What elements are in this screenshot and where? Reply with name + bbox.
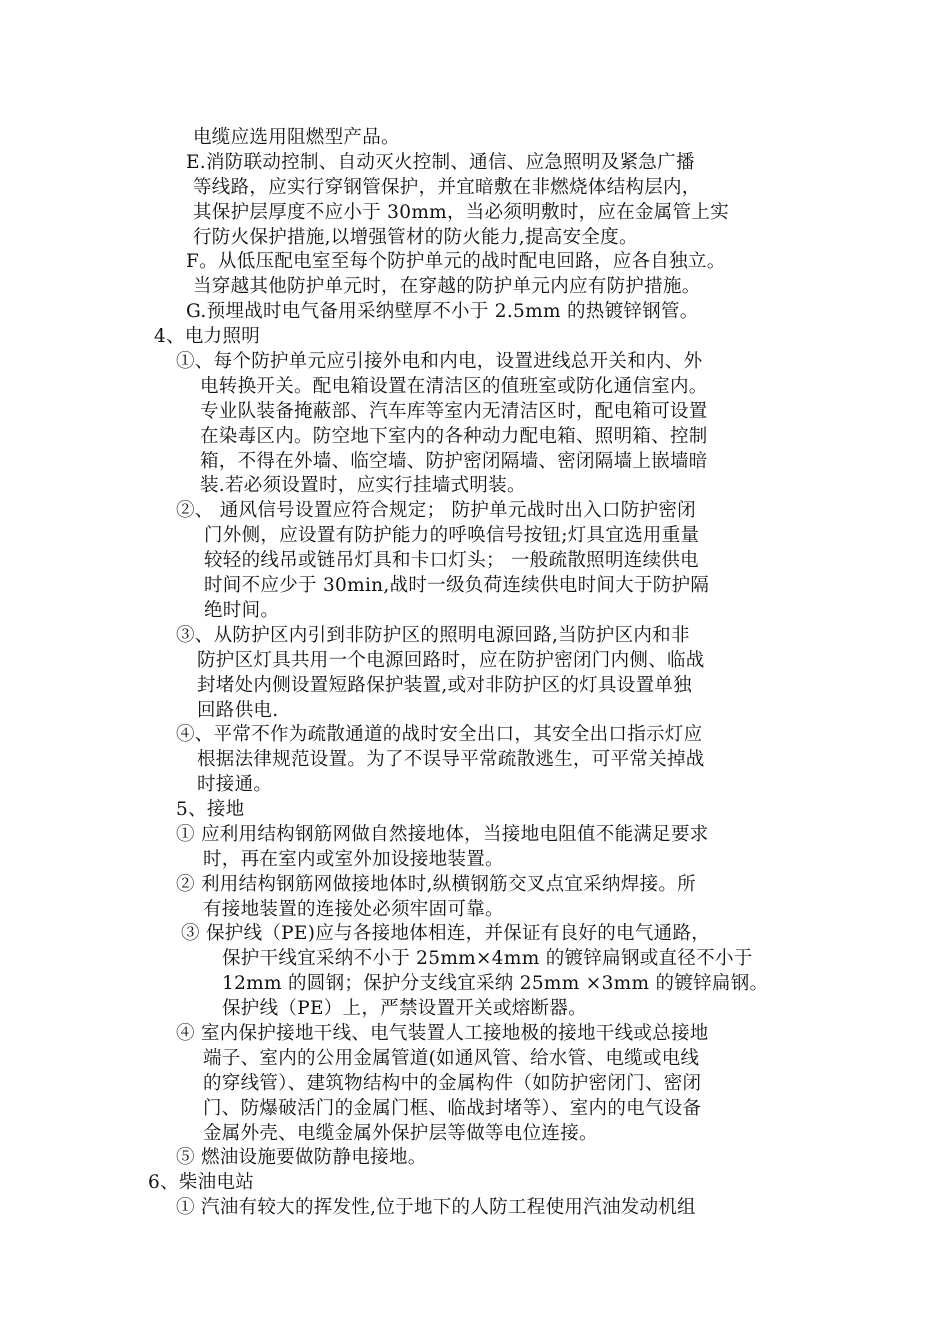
section-heading: 5、接地 xyxy=(176,799,245,820)
text-line: ① 汽油有较大的挥发性,位于地下的人防工程使用汽油发动机组 xyxy=(176,1197,696,1218)
text-line: 电缆应选用阻燃型产品。 xyxy=(193,127,400,148)
text-line: ④、平常不作为疏散通道的战时安全出口，其安全出口指示灯应 xyxy=(176,724,703,745)
text-line: 门、防爆破活门的金属门框、临战封堵等）、室内的电气设备 xyxy=(203,1098,702,1119)
text-line: 封堵处内侧设置短路保护装置,或对非防护区的灯具设置单独 xyxy=(197,675,692,696)
text-line: 在染毒区内。防空地下室内的各种动力配电箱、照明箱、控制 xyxy=(200,426,708,447)
text-line: ④ 室内保护接地干线、电气装置人工接地极的接地干线或总接地 xyxy=(176,1023,709,1044)
text-line: 绝时间。 xyxy=(204,600,280,621)
text-line: 箱，不得在外墙、临空墙、防护密闭隔墙、密闭隔墙上嵌墙暗 xyxy=(200,451,708,472)
text-line: 时，再在室内或室外加设接地装置。 xyxy=(203,849,504,870)
section-heading: 6、柴油电站 xyxy=(148,1172,255,1193)
text-line: 较轻的线吊或链吊灯具和卡口灯头； 一般疏散照明连续供电 xyxy=(204,550,699,571)
text-line: 端子、室内的公用金属管道(如通风管、给水管、电缆或电线 xyxy=(203,1048,700,1069)
text-line: 等线路，应实行穿钢管保护，并宜暗敷在非燃烧体结构层内， xyxy=(193,177,701,198)
text-line: 时间不应少于 30min,战时一级负荷连续供电时间大于防护隔 xyxy=(204,575,710,596)
text-line: ⑤ 燃油设施要做防静电接地。 xyxy=(176,1147,427,1168)
text-line: E.消防联动控制、自动灭火控制、通信、应急照明及紧急广播 xyxy=(186,152,695,173)
text-line: 12mm 的圆钢；保护分支线宜采纳 25mm ×3mm 的镀锌扁钢。 xyxy=(222,973,769,994)
text-line: 有接地装置的连接处必须牢固可靠。 xyxy=(203,899,504,920)
text-line: 专业队装备掩蔽部、汽车库等室内无清洁区时，配电箱可设置 xyxy=(200,401,708,422)
text-line: 回路供电. xyxy=(197,700,279,721)
text-line: 装.若必须设置时，应实行挂墙式明装。 xyxy=(200,475,526,496)
text-line: 其保护层厚度不应小于 30mm，当必须明敷时，应在金属管上实 xyxy=(193,202,730,223)
text-line: ①、每个防护单元应引接外电和内电，设置进线总开关和内、外 xyxy=(176,351,703,372)
text-line: 金属外壳、电缆金属外保护层等做等电位连接。 xyxy=(203,1123,598,1144)
text-line: 电转换开关。配电箱设置在清洁区的值班室或防化通信室内。 xyxy=(200,376,708,397)
text-line: 时接通。 xyxy=(197,774,273,795)
text-line: 行防火保护措施,以增强管材的防火能力,提高安全度。 xyxy=(193,227,638,248)
text-line: 门外侧，应设置有防护能力的呼唤信号按钮;灯具宜选用重量 xyxy=(204,525,700,546)
text-line: ③ 保护线（PE)应与各接地体相连，并保证有良好的电气通路， xyxy=(181,923,711,944)
text-line: 当穿越其他防护单元时，在穿越的防护单元内应有防护措施。 xyxy=(193,276,701,297)
text-line: ② 利用结构钢筋网做接地体时,纵横钢筋交叉点宜采纳焊接。所 xyxy=(176,874,696,895)
text-line: F。从低压配电室至每个防护单元的战时配电回路，应各自独立。 xyxy=(186,251,726,272)
text-line: 保护线（PE）上，严禁设置开关或熔断器。 xyxy=(222,998,587,1019)
text-line: G.预埋战时电气备用采纳壁厚不小于 2.5mm 的热镀锌钢管。 xyxy=(186,301,699,322)
text-line: ②、 通风信号设置应符合规定； 防护单元战时出入口防护密闭 xyxy=(176,500,696,521)
text-line: ③、从防护区内引到非防护区的照明电源回路,当防护区内和非 xyxy=(176,625,690,646)
section-heading: 4、电力照明 xyxy=(154,326,261,347)
text-line: ① 应利用结构钢筋网做自然接地体，当接地电阻值不能满足要求 xyxy=(176,824,709,845)
text-line: 防护区灯具共用一个电源回路时，应在防护密闭门内侧、临战 xyxy=(197,650,705,671)
text-line: 根据法律规范设置。为了不误导平常疏散逃生，可平常关掉战 xyxy=(197,749,705,770)
text-line: 保护干线宜采纳不小于 25mm×4mm 的镀锌扁钢或直径不小于 xyxy=(222,948,753,969)
text-line: 的穿线管）、建筑物结构中的金属构件（如防护密闭门、密闭 xyxy=(203,1073,702,1094)
